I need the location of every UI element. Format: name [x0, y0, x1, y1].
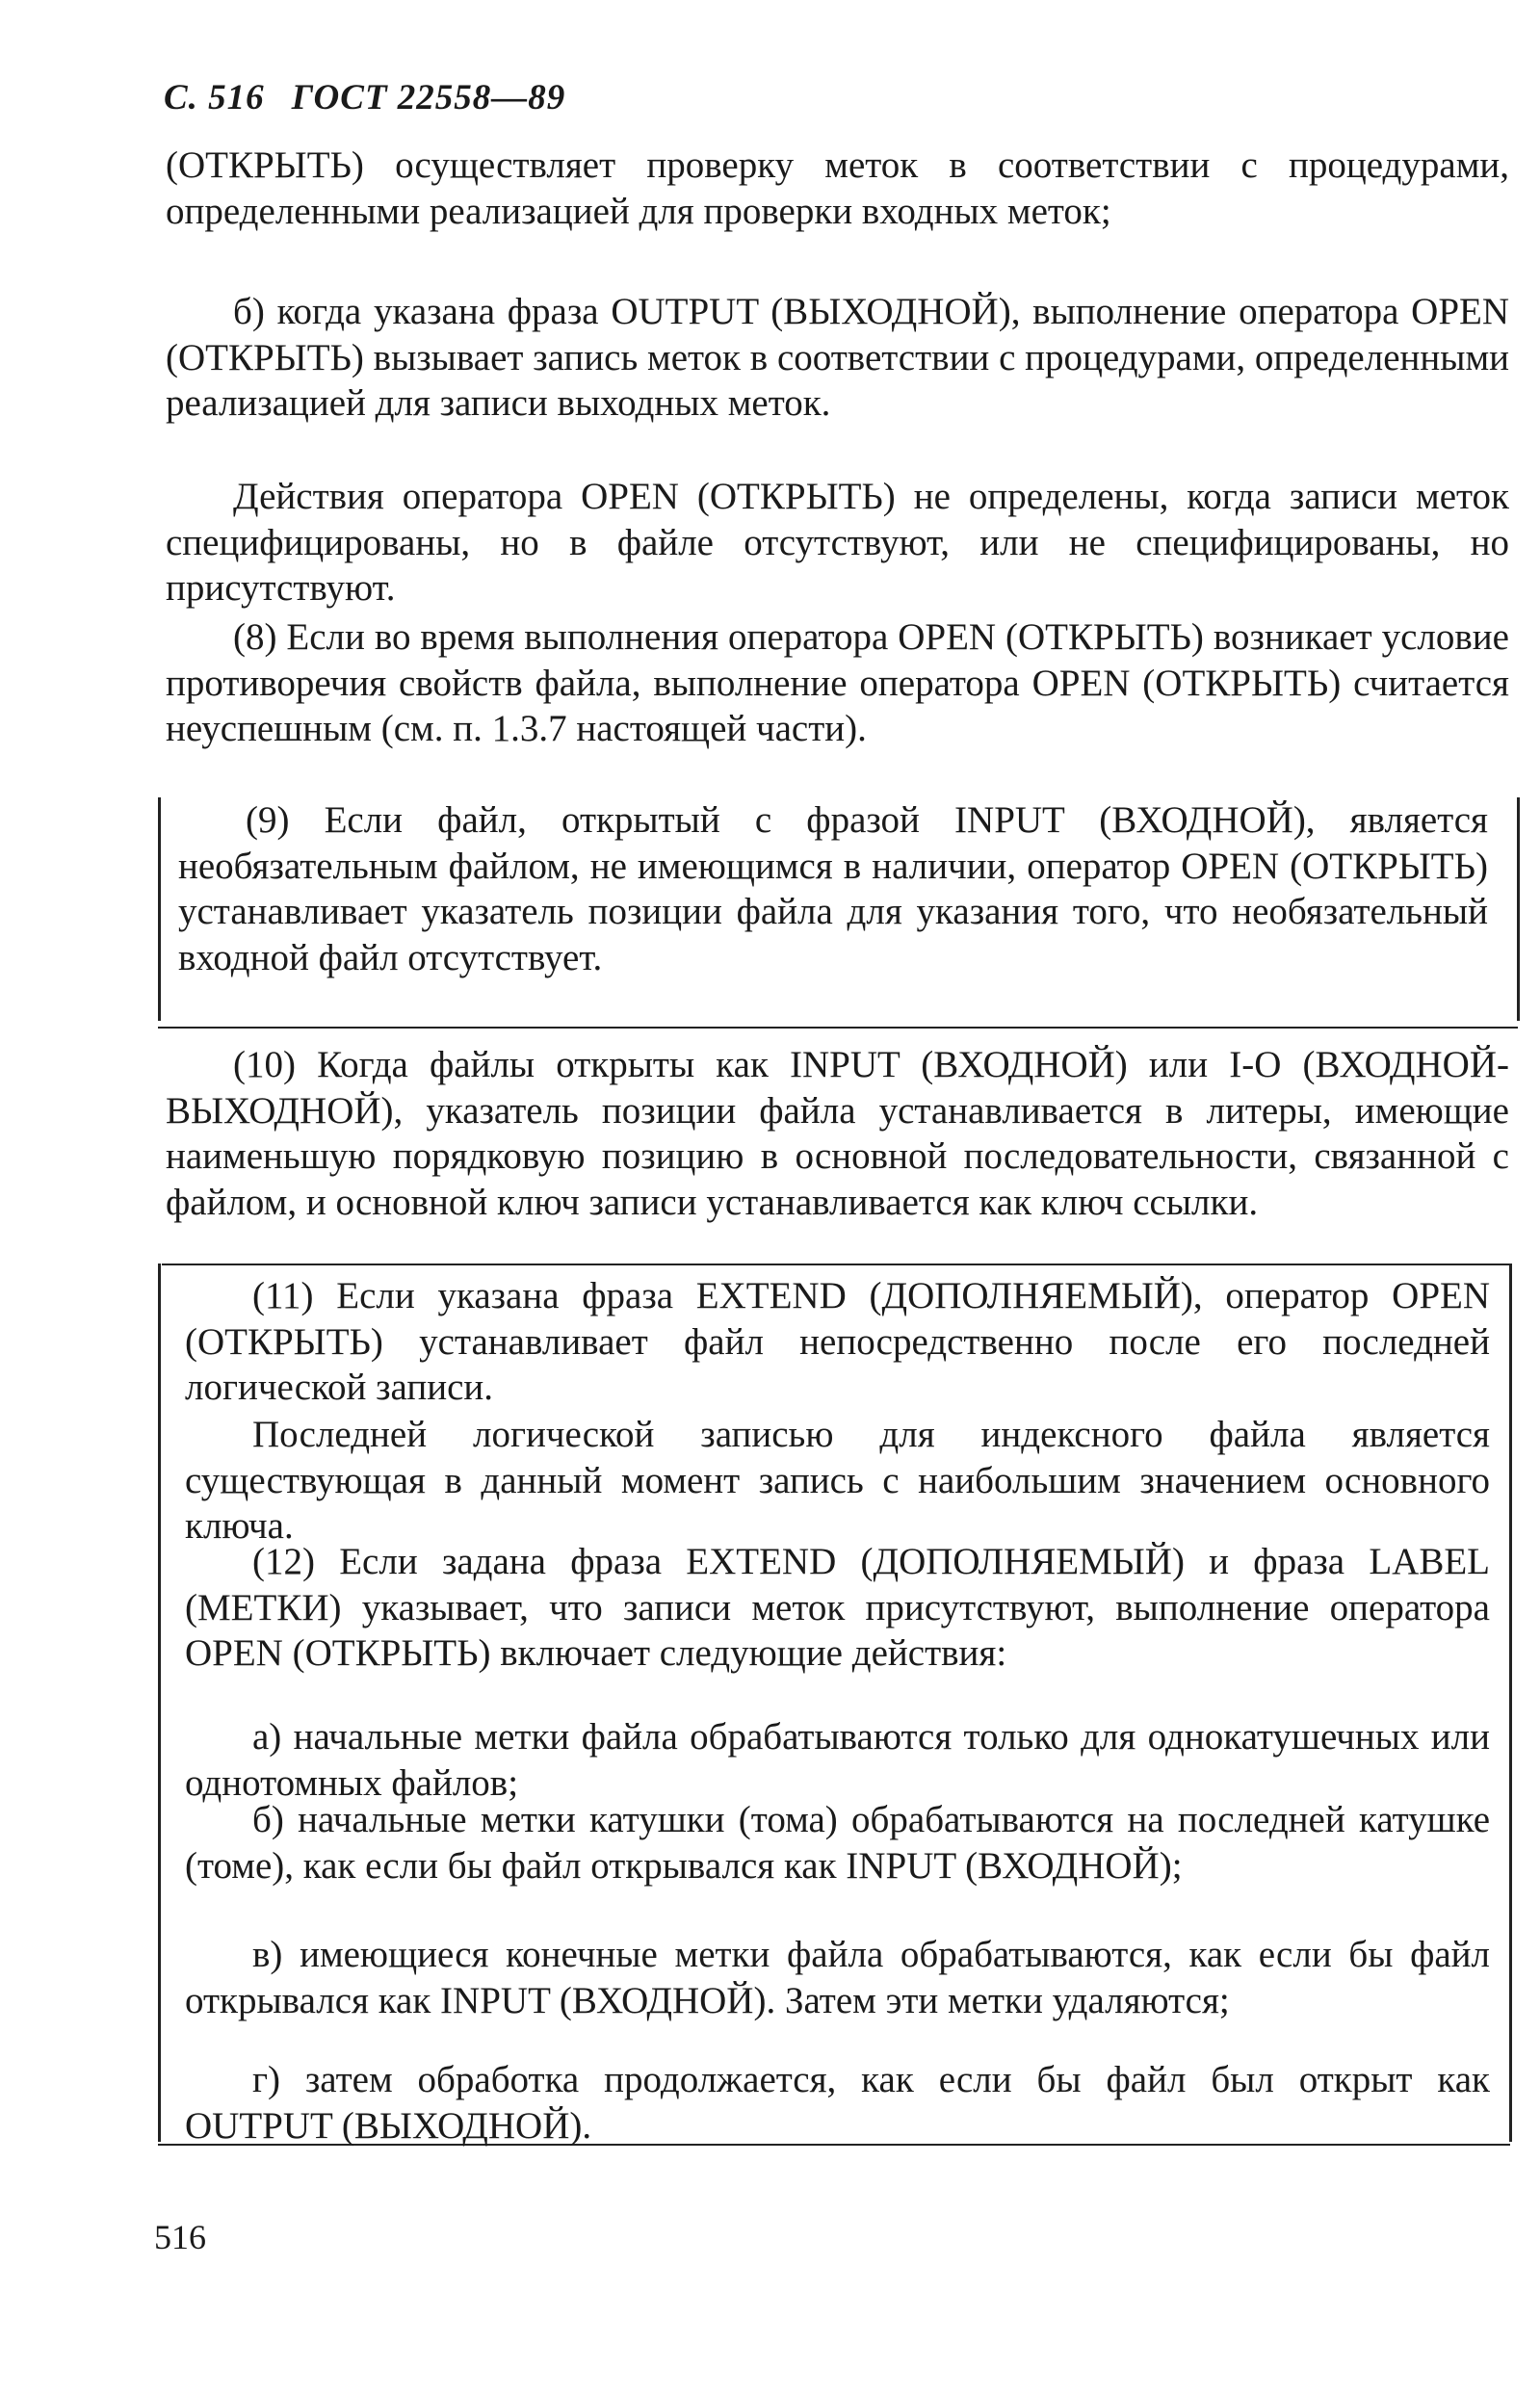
list-item-g: г) затем обработка продолжается, как если бы файл был открыт как OUTPUT (ВЫХОДНОЙ).: [185, 2059, 1490, 2147]
list-item-v: в) имеющиеся конечные метки файла обрабатываются, как если бы файл открывался как INPUT (ВХОДНОЙ). Затем эти метки удаляются;: [185, 1934, 1490, 2021]
paragraph-open-label-check: (ОТКРЫТЬ) осуществляет проверку меток в соответствии с процедурами, определенными реализацией для проверки входных меток;: [166, 144, 1509, 232]
paragraph-output-phrase: б) когда указана фраза OUTPUT (ВЫХОДНОЙ), выполнение оператора OPEN (ОТКРЫТЬ) вызывает запись меток в соответствии с процедурами, определенными реализацией для записи выходных меток.: [166, 291, 1509, 424]
page-reference: С. 516: [164, 78, 265, 117]
paragraph-item-10: (10) Когда файлы открыты как INPUT (ВХОДНОЙ) или I-O (ВХОДНОЙ-ВЫХОДНОЙ), указатель позиции файла устанавливается в литеры, имеющие наименьшую порядковую позицию в основной последовательности, связанной с файлом, и основной ключ записи устанавливается как ключ ссылки.: [166, 1044, 1509, 1223]
page-header: [164, 77, 565, 118]
paragraph-item-8: (8) Если во время выполнения оператора OPEN (ОТКРЫТЬ) возникает условие противоречия свойств файла, выполнение оператора OPEN (ОТКРЫТЬ) считается неуспешным (см. п. 1.3.7 настоящей части).: [166, 616, 1509, 749]
paragraph-item-12: (12) Если задана фраза EXTEND (ДОПОЛНЯЕМЫЙ) и фраза LABEL (МЕТКИ) указывает, что записи меток присутствуют, выполнение оператора OPEN (ОТКРЫТЬ) включает следующие действия:: [185, 1541, 1490, 1674]
paragraph-last-logical-record: Последней логической записью для индексного файла является существующая в данный момент запись с наибольшим значением основного ключа.: [185, 1414, 1490, 1547]
list-item-b: б) начальные метки катушки (тома) обрабатываются на последней катушке (томе), как если бы файл открывался как INPUT (ВХОДНОЙ);: [185, 1799, 1490, 1887]
paragraph-item-11: (11) Если указана фраза EXTEND (ДОПОЛНЯЕМЫЙ), оператор OPEN (ОТКРЫТЬ) устанавливает файл непосредственно после его последней логической записи.: [185, 1275, 1490, 1408]
standard-designation: ГОСТ 22558—89: [291, 78, 566, 117]
list-item-a: а) начальные метки файла обрабатываются только для однокатушечных или однотомных файлов;: [185, 1716, 1490, 1804]
paragraph-item-9: (9) Если файл, открытый с фразой INPUT (ВХОДНОЙ), является необязательным файлом, не имеющимся в наличии, оператор OPEN (ОТКРЫТЬ) устанавливает указатель позиции файла для указания того, что необязательный входной файл отсутствует.: [178, 799, 1488, 978]
divider-line: [158, 1027, 1518, 1029]
page-number: 516: [154, 2218, 206, 2256]
paragraph-undefined-actions: Действия оператора OPEN (ОТКРЫТЬ) не определены, когда записи меток специфицированы, но в файле отсутствуют, или не специфицированы, но присутствуют.: [166, 476, 1509, 609]
